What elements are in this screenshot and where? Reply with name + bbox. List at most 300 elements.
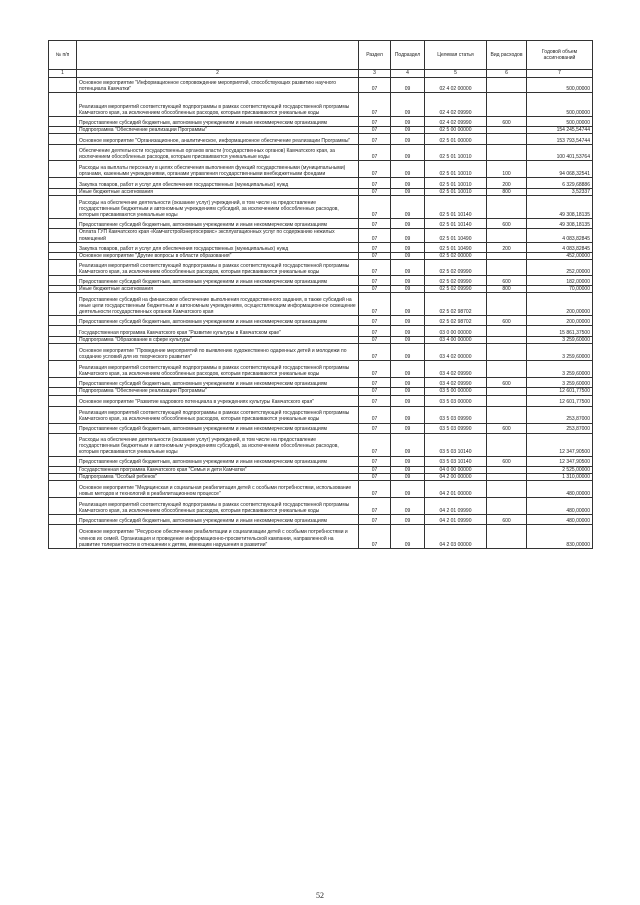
row-name-cell: Расходы на выплаты персоналу в целях обеспечения выполнения функций государственными (муниципальными) органами, казенными учреждениями, органами управления государственными внебюджетными фондами bbox=[77, 161, 359, 178]
header-amount: Годовой объем ассигнований bbox=[527, 41, 593, 70]
row-podrazdel-cell: 09 bbox=[391, 337, 425, 344]
colnum-5: 5 bbox=[425, 70, 487, 78]
row-razdel-cell: 07 bbox=[359, 242, 391, 252]
row-csr-cell: 02 5 02 09990 bbox=[425, 260, 487, 276]
row-index-cell bbox=[49, 326, 77, 337]
row-name-cell: Предоставление субсидий бюджетным, автономным учреждениям и иным некоммерческим организациям bbox=[77, 219, 359, 229]
row-razdel-cell: 07 bbox=[359, 361, 391, 378]
row-name-cell: Предоставление субсидий бюджетным, автономным учреждениям и иным некоммерческим организациям bbox=[77, 456, 359, 466]
row-name-cell: Подпрограмма "Особый ребенок" bbox=[77, 473, 359, 480]
row-podrazdel-cell: 09 bbox=[391, 344, 425, 361]
row-csr-cell: 04 2 01 09990 bbox=[425, 515, 487, 525]
row-amount-cell: 252,00000 bbox=[527, 260, 593, 276]
table-row bbox=[49, 276, 593, 286]
row-podrazdel-cell: 09 bbox=[391, 433, 425, 456]
table-row bbox=[49, 134, 593, 145]
row-vr-cell bbox=[487, 326, 527, 337]
row-amount-cell: 94 068,32541 bbox=[527, 161, 593, 178]
row-csr-cell: 03 5 00 00000 bbox=[425, 388, 487, 395]
row-razdel-cell: 07 bbox=[359, 316, 391, 326]
row-podrazdel-cell: 09 bbox=[391, 260, 425, 276]
row-vr-cell bbox=[487, 406, 527, 423]
row-podrazdel-cell: 09 bbox=[391, 406, 425, 423]
row-razdel-cell: 07 bbox=[359, 481, 391, 498]
row-razdel-cell: 07 bbox=[359, 515, 391, 525]
row-name-cell: Основное мероприятие "Ресурсное обеспечение реабилитации и социализации детей с особыми потребностями и членов их семей. Организация и проведение информационно-просветительской кампании, направленной на развитие толерантности в отношении к детям, имеющим нарушения в развитии" bbox=[77, 525, 359, 549]
budget-sheet bbox=[48, 40, 592, 549]
row-podrazdel-cell: 09 bbox=[391, 189, 425, 196]
row-podrazdel-cell: 09 bbox=[391, 276, 425, 286]
row-amount-cell: 830,00000 bbox=[527, 525, 593, 549]
row-csr-cell: 02 5 01 10490 bbox=[425, 229, 487, 242]
row-name-cell: Предоставление субсидий бюджетным, автономным учреждениям и иным некоммерческим организациям bbox=[77, 515, 359, 525]
row-razdel-cell: 07 bbox=[359, 395, 391, 406]
row-name-cell: Основное мероприятие "Развитие кадрового потенциала в учреждениях культуры Камчатского края" bbox=[77, 395, 359, 406]
row-index-cell bbox=[49, 178, 77, 189]
table-row bbox=[49, 498, 593, 515]
header-no: № п/п bbox=[49, 41, 77, 70]
budget-table bbox=[48, 40, 593, 549]
row-podrazdel-cell: 09 bbox=[391, 395, 425, 406]
row-name-cell: Оплата ГУП Камчатского края «Камчатстройэнергосервис» эксплуатационных услуг по содержанию нежилых помещений bbox=[77, 229, 359, 242]
row-csr-cell: 03 4 02 00000 bbox=[425, 344, 487, 361]
table-row bbox=[49, 525, 593, 549]
table-row bbox=[49, 433, 593, 456]
table-row bbox=[49, 456, 593, 466]
row-index-cell bbox=[49, 316, 77, 326]
row-vr-cell bbox=[487, 525, 527, 549]
row-razdel-cell: 07 bbox=[359, 388, 391, 395]
header-vr: Вид расходов bbox=[487, 41, 527, 70]
table-row bbox=[49, 344, 593, 361]
row-podrazdel-cell: 09 bbox=[391, 252, 425, 259]
row-vr-cell bbox=[487, 127, 527, 134]
row-razdel-cell: 07 bbox=[359, 229, 391, 242]
row-index-cell bbox=[49, 134, 77, 145]
row-podrazdel-cell: 09 bbox=[391, 127, 425, 134]
row-razdel-cell: 07 bbox=[359, 344, 391, 361]
table-row bbox=[49, 286, 593, 293]
row-podrazdel-cell: 09 bbox=[391, 93, 425, 117]
row-podrazdel-cell: 09 bbox=[391, 145, 425, 161]
row-amount-cell: 100 401,53764 bbox=[527, 145, 593, 161]
row-razdel-cell: 07 bbox=[359, 423, 391, 433]
table-row bbox=[49, 378, 593, 388]
row-vr-cell bbox=[487, 93, 527, 117]
table-body bbox=[49, 78, 593, 549]
row-csr-cell: 03 4 02 09990 bbox=[425, 378, 487, 388]
row-razdel-cell: 07 bbox=[359, 293, 391, 316]
row-amount-cell: 480,00000 bbox=[527, 481, 593, 498]
row-podrazdel-cell: 09 bbox=[391, 481, 425, 498]
row-vr-cell bbox=[487, 196, 527, 219]
row-amount-cell: 12 601,77500 bbox=[527, 395, 593, 406]
row-razdel-cell: 07 bbox=[359, 93, 391, 117]
row-csr-cell: 03 4 00 00000 bbox=[425, 337, 487, 344]
table-row bbox=[49, 117, 593, 127]
row-vr-cell: 600 bbox=[487, 276, 527, 286]
row-vr-cell: 600 bbox=[487, 219, 527, 229]
row-razdel-cell: 07 bbox=[359, 276, 391, 286]
row-name-cell: Подпрограмма "Обеспечение реализации Программы" bbox=[77, 127, 359, 134]
row-index-cell bbox=[49, 196, 77, 219]
row-razdel-cell: 07 bbox=[359, 260, 391, 276]
row-amount-cell: 3 259,60000 bbox=[527, 337, 593, 344]
row-name-cell: Реализация мероприятий соответствующей подпрограммы в рамках соответствующей государственной программы Камчатского края, за исключением обособленных расходов, которым присваиваются уникальные коды bbox=[77, 93, 359, 117]
row-amount-cell: 6 329,68886 bbox=[527, 178, 593, 189]
row-index-cell bbox=[49, 473, 77, 480]
row-index-cell bbox=[49, 127, 77, 134]
row-name-cell: Основное мероприятие "Организационное, аналитическое, информационное обеспечение реализации Программы" bbox=[77, 134, 359, 145]
row-vr-cell: 800 bbox=[487, 286, 527, 293]
row-podrazdel-cell: 09 bbox=[391, 242, 425, 252]
row-amount-cell: 49 308,18135 bbox=[527, 196, 593, 219]
table-row bbox=[49, 423, 593, 433]
table-row bbox=[49, 481, 593, 498]
row-podrazdel-cell: 09 bbox=[391, 161, 425, 178]
row-name-cell: Расходы на обеспечение деятельности (оказание услуг) учреждений, в том числе на предоставление государственным бюджетным и автономным учреждениям субсидий, за исключением обособленных расходов, которым присваиваются уникальные коды bbox=[77, 433, 359, 456]
table-row bbox=[49, 293, 593, 316]
row-razdel-cell: 07 bbox=[359, 286, 391, 293]
row-index-cell bbox=[49, 395, 77, 406]
row-index-cell bbox=[49, 276, 77, 286]
row-name-cell: Обеспечение деятельности государственных органов власти (государственных органов) Камчатского края, за исключением обособленных расходов, которым присваиваются уникальные коды bbox=[77, 145, 359, 161]
row-razdel-cell: 07 bbox=[359, 219, 391, 229]
row-podrazdel-cell: 09 bbox=[391, 286, 425, 293]
row-podrazdel-cell: 09 bbox=[391, 134, 425, 145]
row-index-cell bbox=[49, 229, 77, 242]
row-vr-cell bbox=[487, 498, 527, 515]
row-vr-cell bbox=[487, 260, 527, 276]
row-razdel-cell: 07 bbox=[359, 127, 391, 134]
row-index-cell bbox=[49, 466, 77, 473]
row-amount-cell: 154 245,54744 bbox=[527, 127, 593, 134]
table-row bbox=[49, 196, 593, 219]
row-csr-cell: 02 4 02 09990 bbox=[425, 117, 487, 127]
row-index-cell bbox=[49, 117, 77, 127]
row-name-cell: Реализация мероприятий соответствующей подпрограммы в рамках соответствующей государственной программы Камчатского края, за исключением обособленных расходов, которым присваиваются уникальные коды bbox=[77, 361, 359, 378]
row-razdel-cell: 07 bbox=[359, 178, 391, 189]
row-index-cell bbox=[49, 161, 77, 178]
row-csr-cell: 02 5 01 10010 bbox=[425, 161, 487, 178]
row-index-cell bbox=[49, 78, 77, 93]
row-razdel-cell: 07 bbox=[359, 378, 391, 388]
header-csr: Целевая статья bbox=[425, 41, 487, 70]
row-razdel-cell: 07 bbox=[359, 326, 391, 337]
row-csr-cell: 02 5 02 98702 bbox=[425, 316, 487, 326]
colnum-3: 3 bbox=[359, 70, 391, 78]
table-row bbox=[49, 326, 593, 337]
row-razdel-cell: 07 bbox=[359, 134, 391, 145]
row-amount-cell: 49 308,18135 bbox=[527, 219, 593, 229]
table-row bbox=[49, 515, 593, 525]
row-vr-cell bbox=[487, 395, 527, 406]
row-razdel-cell: 07 bbox=[359, 433, 391, 456]
row-csr-cell: 03 4 02 09990 bbox=[425, 361, 487, 378]
row-csr-cell: 02 5 01 10140 bbox=[425, 219, 487, 229]
row-vr-cell bbox=[487, 466, 527, 473]
row-podrazdel-cell: 09 bbox=[391, 196, 425, 219]
row-csr-cell: 03 5 03 10140 bbox=[425, 456, 487, 466]
row-podrazdel-cell: 09 bbox=[391, 178, 425, 189]
row-name-cell: Государственная программа Камчатского края "Развитие культуры в Камчатском крае" bbox=[77, 326, 359, 337]
row-podrazdel-cell: 09 bbox=[391, 466, 425, 473]
row-podrazdel-cell: 09 bbox=[391, 219, 425, 229]
row-vr-cell bbox=[487, 473, 527, 480]
row-name-cell: Основное мероприятие "Информационное сопровождение мероприятий, способствующих развитию научного потенциала Камчатки" bbox=[77, 78, 359, 93]
row-name-cell: Иные бюджетные ассигнования bbox=[77, 286, 359, 293]
row-vr-cell: 200 bbox=[487, 242, 527, 252]
row-vr-cell: 600 bbox=[487, 456, 527, 466]
row-name-cell: Предоставление субсидий бюджетным, автономным учреждениям и иным некоммерческим организациям bbox=[77, 378, 359, 388]
row-csr-cell: 02 5 01 10010 bbox=[425, 145, 487, 161]
row-csr-cell: 04 0 00 00000 bbox=[425, 466, 487, 473]
row-name-cell: Закупка товаров, работ и услуг для обеспечения государственных (муниципальных) нужд bbox=[77, 178, 359, 189]
table-row bbox=[49, 78, 593, 93]
header-podrazdel: Подраздел bbox=[391, 41, 425, 70]
row-name-cell: Предоставление субсидий бюджетным, автономным учреждениям и иным некоммерческим организациям bbox=[77, 316, 359, 326]
row-razdel-cell: 07 bbox=[359, 78, 391, 93]
row-csr-cell: 03 5 03 09990 bbox=[425, 406, 487, 423]
row-index-cell bbox=[49, 525, 77, 549]
row-name-cell: Государственная программа Камчатского края "Семья и дети Камчатки" bbox=[77, 466, 359, 473]
row-podrazdel-cell: 09 bbox=[391, 423, 425, 433]
colnum-6: 6 bbox=[487, 70, 527, 78]
row-razdel-cell: 07 bbox=[359, 189, 391, 196]
table-row bbox=[49, 178, 593, 189]
row-csr-cell: 02 5 01 10490 bbox=[425, 242, 487, 252]
row-vr-cell: 100 bbox=[487, 161, 527, 178]
row-name-cell: Предоставление субсидий бюджетным, автономным учреждениям и иным некоммерческим организациям bbox=[77, 117, 359, 127]
row-vr-cell: 600 bbox=[487, 316, 527, 326]
row-amount-cell: 153 793,54744 bbox=[527, 134, 593, 145]
row-vr-cell bbox=[487, 252, 527, 259]
row-name-cell: Расходы на обеспечение деятельности (оказание услуг) учреждений, в том числе на предоставление государственным бюджетным и автономным учреждениям субсидий, за исключением обособленных расходов, которым присваиваются уникальные коды bbox=[77, 196, 359, 219]
row-amount-cell: 1 310,00000 bbox=[527, 473, 593, 480]
row-index-cell bbox=[49, 260, 77, 276]
row-amount-cell: 12 347,90500 bbox=[527, 433, 593, 456]
row-index-cell bbox=[49, 337, 77, 344]
row-name-cell: Предоставление субсидий бюджетным, автономным учреждениям и иным некоммерческим организациям bbox=[77, 423, 359, 433]
row-amount-cell: 3 259,60000 bbox=[527, 344, 593, 361]
table-row bbox=[49, 145, 593, 161]
row-name-cell: Закупка товаров, работ и услуг для обеспечения государственных (муниципальных) нужд bbox=[77, 242, 359, 252]
row-vr-cell: 600 bbox=[487, 515, 527, 525]
row-name-cell: Реализация мероприятий соответствующей подпрограммы в рамках соответствующей государственной программы Камчатского края, за исключением обособленных расходов, которым присваиваются уникальные коды bbox=[77, 260, 359, 276]
row-amount-cell: 480,00000 bbox=[527, 515, 593, 525]
row-index-cell bbox=[49, 456, 77, 466]
row-vr-cell bbox=[487, 344, 527, 361]
row-csr-cell: 02 5 02 98702 bbox=[425, 293, 487, 316]
row-csr-cell: 03 5 03 09990 bbox=[425, 423, 487, 433]
row-csr-cell: 04 2 00 00000 bbox=[425, 473, 487, 480]
row-csr-cell: 04 2 01 09990 bbox=[425, 498, 487, 515]
table-row bbox=[49, 395, 593, 406]
table-row bbox=[49, 161, 593, 178]
row-csr-cell: 02 5 01 10010 bbox=[425, 178, 487, 189]
header-name bbox=[77, 41, 359, 70]
row-amount-cell: 15 861,37500 bbox=[527, 326, 593, 337]
row-razdel-cell: 07 bbox=[359, 145, 391, 161]
row-vr-cell bbox=[487, 229, 527, 242]
table-row bbox=[49, 316, 593, 326]
row-index-cell bbox=[49, 242, 77, 252]
row-vr-cell: 600 bbox=[487, 378, 527, 388]
row-name-cell: Подпрограмма "Образование в сфере культуры" bbox=[77, 337, 359, 344]
row-index-cell bbox=[49, 252, 77, 259]
row-vr-cell: 800 bbox=[487, 189, 527, 196]
row-amount-cell: 3 259,60000 bbox=[527, 361, 593, 378]
table-row bbox=[49, 242, 593, 252]
row-name-cell: Подпрограмма "Обеспечение реализации Программы" bbox=[77, 388, 359, 395]
row-vr-cell: 200 bbox=[487, 178, 527, 189]
row-razdel-cell: 07 bbox=[359, 406, 391, 423]
table-row bbox=[49, 473, 593, 480]
row-csr-cell: 02 5 01 10140 bbox=[425, 196, 487, 219]
colnum-4: 4 bbox=[391, 70, 425, 78]
row-amount-cell: 12 601,77500 bbox=[527, 388, 593, 395]
row-podrazdel-cell: 09 bbox=[391, 388, 425, 395]
colnum-7: 7 bbox=[527, 70, 593, 78]
table-row bbox=[49, 337, 593, 344]
row-csr-cell: 04 2 01 00000 bbox=[425, 481, 487, 498]
row-vr-cell bbox=[487, 337, 527, 344]
row-name-cell: Реализация мероприятий соответствующей подпрограммы в рамках соответствующей государственной программы Камчатского края, за исключением обособленных расходов, которым присваиваются уникальные коды bbox=[77, 498, 359, 515]
row-amount-cell: 253,87000 bbox=[527, 423, 593, 433]
row-razdel-cell: 07 bbox=[359, 473, 391, 480]
row-amount-cell: 452,00000 bbox=[527, 252, 593, 259]
row-podrazdel-cell: 09 bbox=[391, 456, 425, 466]
table-row bbox=[49, 260, 593, 276]
row-razdel-cell: 07 bbox=[359, 161, 391, 178]
row-index-cell bbox=[49, 93, 77, 117]
row-index-cell bbox=[49, 388, 77, 395]
row-vr-cell bbox=[487, 293, 527, 316]
row-csr-cell: 04 2 03 00000 bbox=[425, 525, 487, 549]
row-index-cell bbox=[49, 293, 77, 316]
row-index-cell bbox=[49, 481, 77, 498]
row-csr-cell: 02 4 02 00000 bbox=[425, 78, 487, 93]
row-amount-cell: 4 083,82845 bbox=[527, 229, 593, 242]
row-index-cell bbox=[49, 286, 77, 293]
row-amount-cell: 3,52337 bbox=[527, 189, 593, 196]
row-vr-cell: 600 bbox=[487, 423, 527, 433]
row-csr-cell: 02 5 01 00000 bbox=[425, 134, 487, 145]
row-index-cell bbox=[49, 189, 77, 196]
row-index-cell bbox=[49, 378, 77, 388]
row-razdel-cell: 07 bbox=[359, 525, 391, 549]
table-row bbox=[49, 229, 593, 242]
table-row bbox=[49, 219, 593, 229]
row-csr-cell: 02 5 01 10010 bbox=[425, 189, 487, 196]
row-vr-cell bbox=[487, 388, 527, 395]
row-podrazdel-cell: 09 bbox=[391, 229, 425, 242]
row-amount-cell: 4 083,82845 bbox=[527, 242, 593, 252]
row-podrazdel-cell: 09 bbox=[391, 293, 425, 316]
row-csr-cell: 02 4 02 09990 bbox=[425, 93, 487, 117]
row-podrazdel-cell: 09 bbox=[391, 326, 425, 337]
row-csr-cell: 03 5 03 00000 bbox=[425, 395, 487, 406]
row-vr-cell bbox=[487, 145, 527, 161]
row-index-cell bbox=[49, 423, 77, 433]
row-amount-cell: 480,00000 bbox=[527, 498, 593, 515]
row-index-cell bbox=[49, 344, 77, 361]
row-name-cell: Предоставление субсидий на финансовое обеспечение выполнения государственного задания, в также субсидий на иные цели государственным бюджетным и автономным учреждениям, осуществляющим информационное освещение деятельности государственных органов Камчатского края bbox=[77, 293, 359, 316]
row-csr-cell: 03 5 03 10140 bbox=[425, 433, 487, 456]
row-vr-cell: 600 bbox=[487, 117, 527, 127]
row-csr-cell: 02 5 02 09990 bbox=[425, 276, 487, 286]
row-amount-cell: 2 525,00000 bbox=[527, 466, 593, 473]
row-index-cell bbox=[49, 145, 77, 161]
row-vr-cell bbox=[487, 134, 527, 145]
row-vr-cell bbox=[487, 433, 527, 456]
row-podrazdel-cell: 09 bbox=[391, 515, 425, 525]
colnum-2: 2 bbox=[77, 70, 359, 78]
row-podrazdel-cell: 09 bbox=[391, 498, 425, 515]
row-podrazdel-cell: 09 bbox=[391, 378, 425, 388]
row-amount-cell: 3 259,60000 bbox=[527, 378, 593, 388]
row-podrazdel-cell: 09 bbox=[391, 117, 425, 127]
row-razdel-cell: 07 bbox=[359, 196, 391, 219]
row-amount-cell: 500,00000 bbox=[527, 93, 593, 117]
row-amount-cell: 70,00000 bbox=[527, 286, 593, 293]
table-row bbox=[49, 361, 593, 378]
row-name-cell: Основное мероприятие "Другие вопросы в области образования" bbox=[77, 252, 359, 259]
row-razdel-cell: 07 bbox=[359, 456, 391, 466]
row-index-cell bbox=[49, 515, 77, 525]
row-csr-cell: 02 5 02 09990 bbox=[425, 286, 487, 293]
page-number: 52 bbox=[316, 891, 324, 900]
row-podrazdel-cell: 09 bbox=[391, 78, 425, 93]
header-row bbox=[49, 41, 593, 70]
row-name-cell: Основное мероприятие "Медицинская и социальная реабилитация детей с особыми потребностями, использование новых методов и технологий в реабилитационном процессе" bbox=[77, 481, 359, 498]
table-row bbox=[49, 466, 593, 473]
row-vr-cell bbox=[487, 361, 527, 378]
row-vr-cell bbox=[487, 78, 527, 93]
row-podrazdel-cell: 09 bbox=[391, 316, 425, 326]
row-name-cell: Иные бюджетные ассигнования bbox=[77, 189, 359, 196]
row-index-cell bbox=[49, 498, 77, 515]
row-index-cell bbox=[49, 433, 77, 456]
table-row bbox=[49, 388, 593, 395]
row-amount-cell: 200,00000 bbox=[527, 293, 593, 316]
table-row bbox=[49, 406, 593, 423]
row-razdel-cell: 07 bbox=[359, 252, 391, 259]
row-podrazdel-cell: 09 bbox=[391, 361, 425, 378]
row-amount-cell: 253,87000 bbox=[527, 406, 593, 423]
row-amount-cell: 182,00000 bbox=[527, 276, 593, 286]
row-amount-cell: 12 347,90500 bbox=[527, 456, 593, 466]
row-razdel-cell: 07 bbox=[359, 117, 391, 127]
table-row bbox=[49, 189, 593, 196]
table-row bbox=[49, 93, 593, 117]
header-razdel: Раздел bbox=[359, 41, 391, 70]
colnum-1: 1 bbox=[49, 70, 77, 78]
row-amount-cell: 500,00000 bbox=[527, 78, 593, 93]
row-csr-cell: 03 0 00 00000 bbox=[425, 326, 487, 337]
row-amount-cell: 200,00000 bbox=[527, 316, 593, 326]
row-index-cell bbox=[49, 406, 77, 423]
row-name-cell: Основное мероприятие "Проведение мероприятий по выявлению художественно одаренных детей и молодежи по созданию условий для их творческого развития" bbox=[77, 344, 359, 361]
row-podrazdel-cell: 09 bbox=[391, 473, 425, 480]
row-amount-cell: 500,00000 bbox=[527, 117, 593, 127]
table-row bbox=[49, 127, 593, 134]
row-podrazdel-cell: 09 bbox=[391, 525, 425, 549]
row-index-cell bbox=[49, 219, 77, 229]
table-row bbox=[49, 252, 593, 259]
row-razdel-cell: 07 bbox=[359, 337, 391, 344]
row-razdel-cell: 07 bbox=[359, 498, 391, 515]
